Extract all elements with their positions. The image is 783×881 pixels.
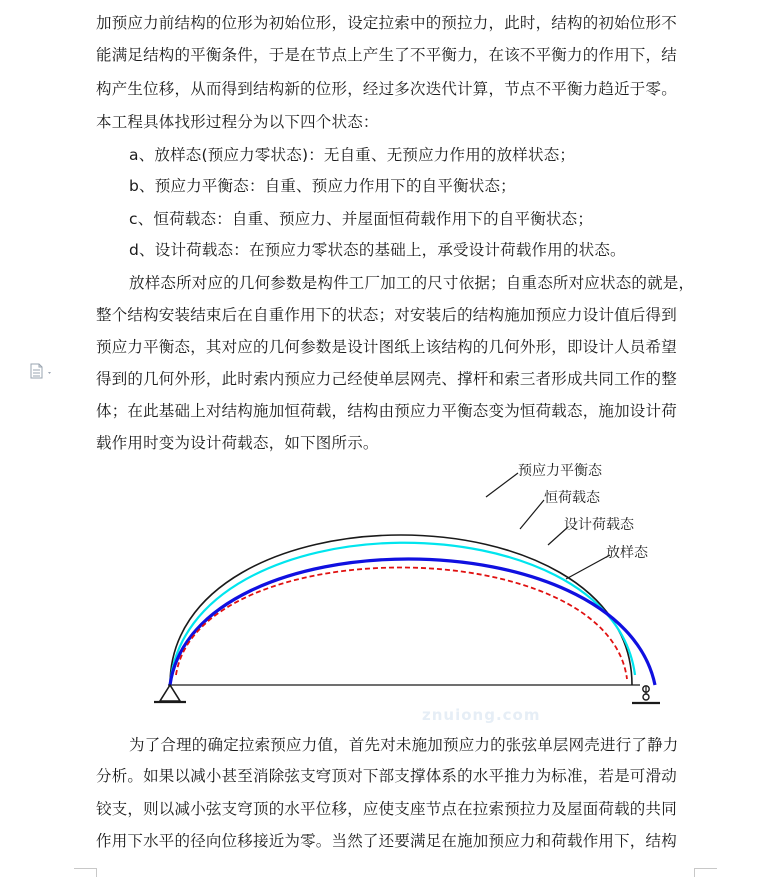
label-dead-load: 恒荷载态: [544, 490, 600, 506]
paragraph-line: 分析。如果以减小甚至消除弦支穹顶对下部支撑体系的水平推力为标准，若是可滑动: [96, 767, 677, 785]
paragraph-line: 体；在此基础上对结构施加恒荷载，结构由预应力平衡态变为恒荷载态，施加设计荷: [96, 402, 677, 420]
paragraph-line: 能满足结构的平衡条件，于是在节点上产生了不平衡力，在该不平衡力的作用下，结: [96, 46, 677, 64]
document-icon[interactable]: [30, 363, 56, 379]
roller-support: [632, 686, 660, 703]
margin-mark-left: [74, 868, 97, 877]
state-item-c: c、恒荷载态：自重、预应力、并屋面恒荷载作用下的自平衡状态；: [129, 210, 594, 228]
dead-load-curve: [170, 543, 635, 685]
margin-mark-right: [694, 868, 717, 877]
state-item-d: d、设计荷载态：在预应力零状态的基础上，承受设计荷载作用的状态。: [129, 241, 626, 259]
label-design-load: 设计荷载态: [564, 517, 634, 533]
paragraph-line: 载作用时变为设计荷载态，如下图所示。: [96, 434, 379, 452]
paragraph-line: 本工程具体找形过程分为以下四个状态：: [96, 113, 379, 131]
paragraph-line: 整个结构安装结束后在自重作用下的状态；对安装后的结构施加预应力设计值后得到: [96, 306, 677, 324]
paragraph-line: 作用下水平的径向位移接近为零。当然了还要满足在施加预应力和荷载作用下，结构: [96, 832, 677, 850]
state-item-b: b、预应力平衡态：自重、预应力作用下的自平衡状态；: [129, 177, 516, 195]
paragraph-line: 预应力平衡态，其对应的几何参数是设计图纸上该结构的几何外形，即设计人员希望: [96, 338, 677, 356]
shape-finding-figure: [140, 445, 680, 715]
paragraph-line: 加预应力前结构的位形为初始位形，设定拉索中的预拉力，此时，结构的初始位形不: [96, 14, 677, 32]
paragraph-line: 放样态所对应的几何参数是构件工厂加工的尺寸依据；自重态所对应状态的就是，: [129, 274, 695, 292]
leader-line: [566, 555, 610, 579]
arch-diagram: [140, 445, 680, 715]
fixed-support: [154, 685, 186, 702]
label-prestress-equilibrium: 预应力平衡态: [518, 463, 602, 479]
design-load-curve: [170, 559, 655, 685]
paragraph-line: 得到的几何外形，此时索内预应力己经使单层网壳、撑杆和索三者形成共同工作的整: [96, 370, 677, 388]
watermark: znuiong.com: [422, 706, 541, 724]
paragraph-line: 构产生位移，从而得到结构新的位形，经过多次迭代计算，节点不平衡力趋近于零。: [96, 80, 677, 98]
label-lofting: 放样态: [606, 545, 648, 561]
paragraph-line: 铰支，则以减小弦支穹顶的水平位移，应使支座节点在拉索预拉力及屋面荷载的共同: [96, 800, 677, 818]
leader-line: [520, 500, 544, 529]
lofting-curve: [176, 567, 627, 679]
paragraph-line: 为了合理的确定拉索预应力值，首先对未施加预应力的张弦单层网壳进行了静力: [129, 736, 679, 754]
leader-line: [486, 473, 518, 497]
state-item-a: a、放样态(预应力零状态)：无自重、无预应力作用的放样状态；: [129, 146, 576, 164]
